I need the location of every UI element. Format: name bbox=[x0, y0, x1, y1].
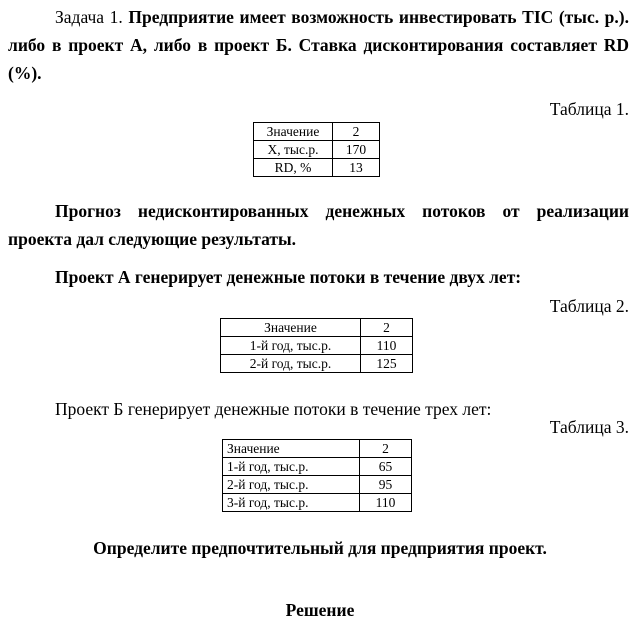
table1-row2-label: RD, % bbox=[254, 159, 333, 177]
table3-caption: Таблица 3. bbox=[549, 417, 629, 437]
table-row bbox=[254, 141, 380, 159]
table3-header-value: 2 bbox=[360, 440, 412, 458]
table2-caption: Таблица 2. bbox=[549, 296, 629, 316]
table1-caption: Таблица 1. bbox=[549, 99, 629, 119]
task-prefix: Задача 1. bbox=[55, 7, 129, 27]
project-a-paragraph: Проект А генерирует денежные потоки в течение двух лет: bbox=[55, 267, 522, 287]
table3-row1-label: 1-й год, тыс.р. bbox=[223, 458, 360, 476]
forecast-paragraph: Прогноз недисконтированных денежных потоков от реализации проекта дал следующие результаты. bbox=[8, 201, 629, 249]
table1 bbox=[253, 122, 380, 177]
table-row bbox=[223, 440, 412, 458]
table3-row3-value: 110 bbox=[360, 494, 412, 512]
table1-header-label: Значение bbox=[254, 123, 333, 141]
task-text: Предприятие имеет возможность инвестировать TIC (тыс. р.). либо в проект А, либо в проект Б. Ставка дисконтирования составляет RD (%). bbox=[8, 7, 629, 83]
table2-header-label: Значение bbox=[221, 319, 361, 337]
task-paragraph bbox=[8, 3, 629, 87]
table3 bbox=[222, 439, 412, 512]
table3-header-label: Значение bbox=[223, 440, 360, 458]
table2-row2-label: 2-й год, тыс.р. bbox=[221, 355, 361, 373]
table-row bbox=[221, 319, 413, 337]
table2-row1-value: 110 bbox=[361, 337, 413, 355]
table-row bbox=[254, 123, 380, 141]
table1-row2-value: 13 bbox=[333, 159, 380, 177]
table-row bbox=[221, 337, 413, 355]
table2-header-value: 2 bbox=[361, 319, 413, 337]
table2 bbox=[220, 318, 413, 373]
table1-row1-label: X, тыс.р. bbox=[254, 141, 333, 159]
question-text: Определите предпочтительный для предприятия проект. bbox=[93, 538, 547, 558]
table-row bbox=[223, 476, 412, 494]
table-row bbox=[223, 494, 412, 512]
table-row bbox=[254, 159, 380, 177]
table-row bbox=[223, 458, 412, 476]
project-b-paragraph: Проект Б генерирует денежные потоки в течение трех лет: bbox=[55, 399, 492, 419]
table1-row1-value: 170 bbox=[333, 141, 380, 159]
table1-header-value: 2 bbox=[333, 123, 380, 141]
solution-heading: Решение bbox=[285, 600, 355, 620]
table3-row2-label: 2-й год, тыс.р. bbox=[223, 476, 360, 494]
table2-row1-label: 1-й год, тыс.р. bbox=[221, 337, 361, 355]
table3-row3-label: 3-й год, тыс.р. bbox=[223, 494, 360, 512]
table3-row2-value: 95 bbox=[360, 476, 412, 494]
table-row bbox=[221, 355, 413, 373]
table3-row1-value: 65 bbox=[360, 458, 412, 476]
table2-row2-value: 125 bbox=[361, 355, 413, 373]
